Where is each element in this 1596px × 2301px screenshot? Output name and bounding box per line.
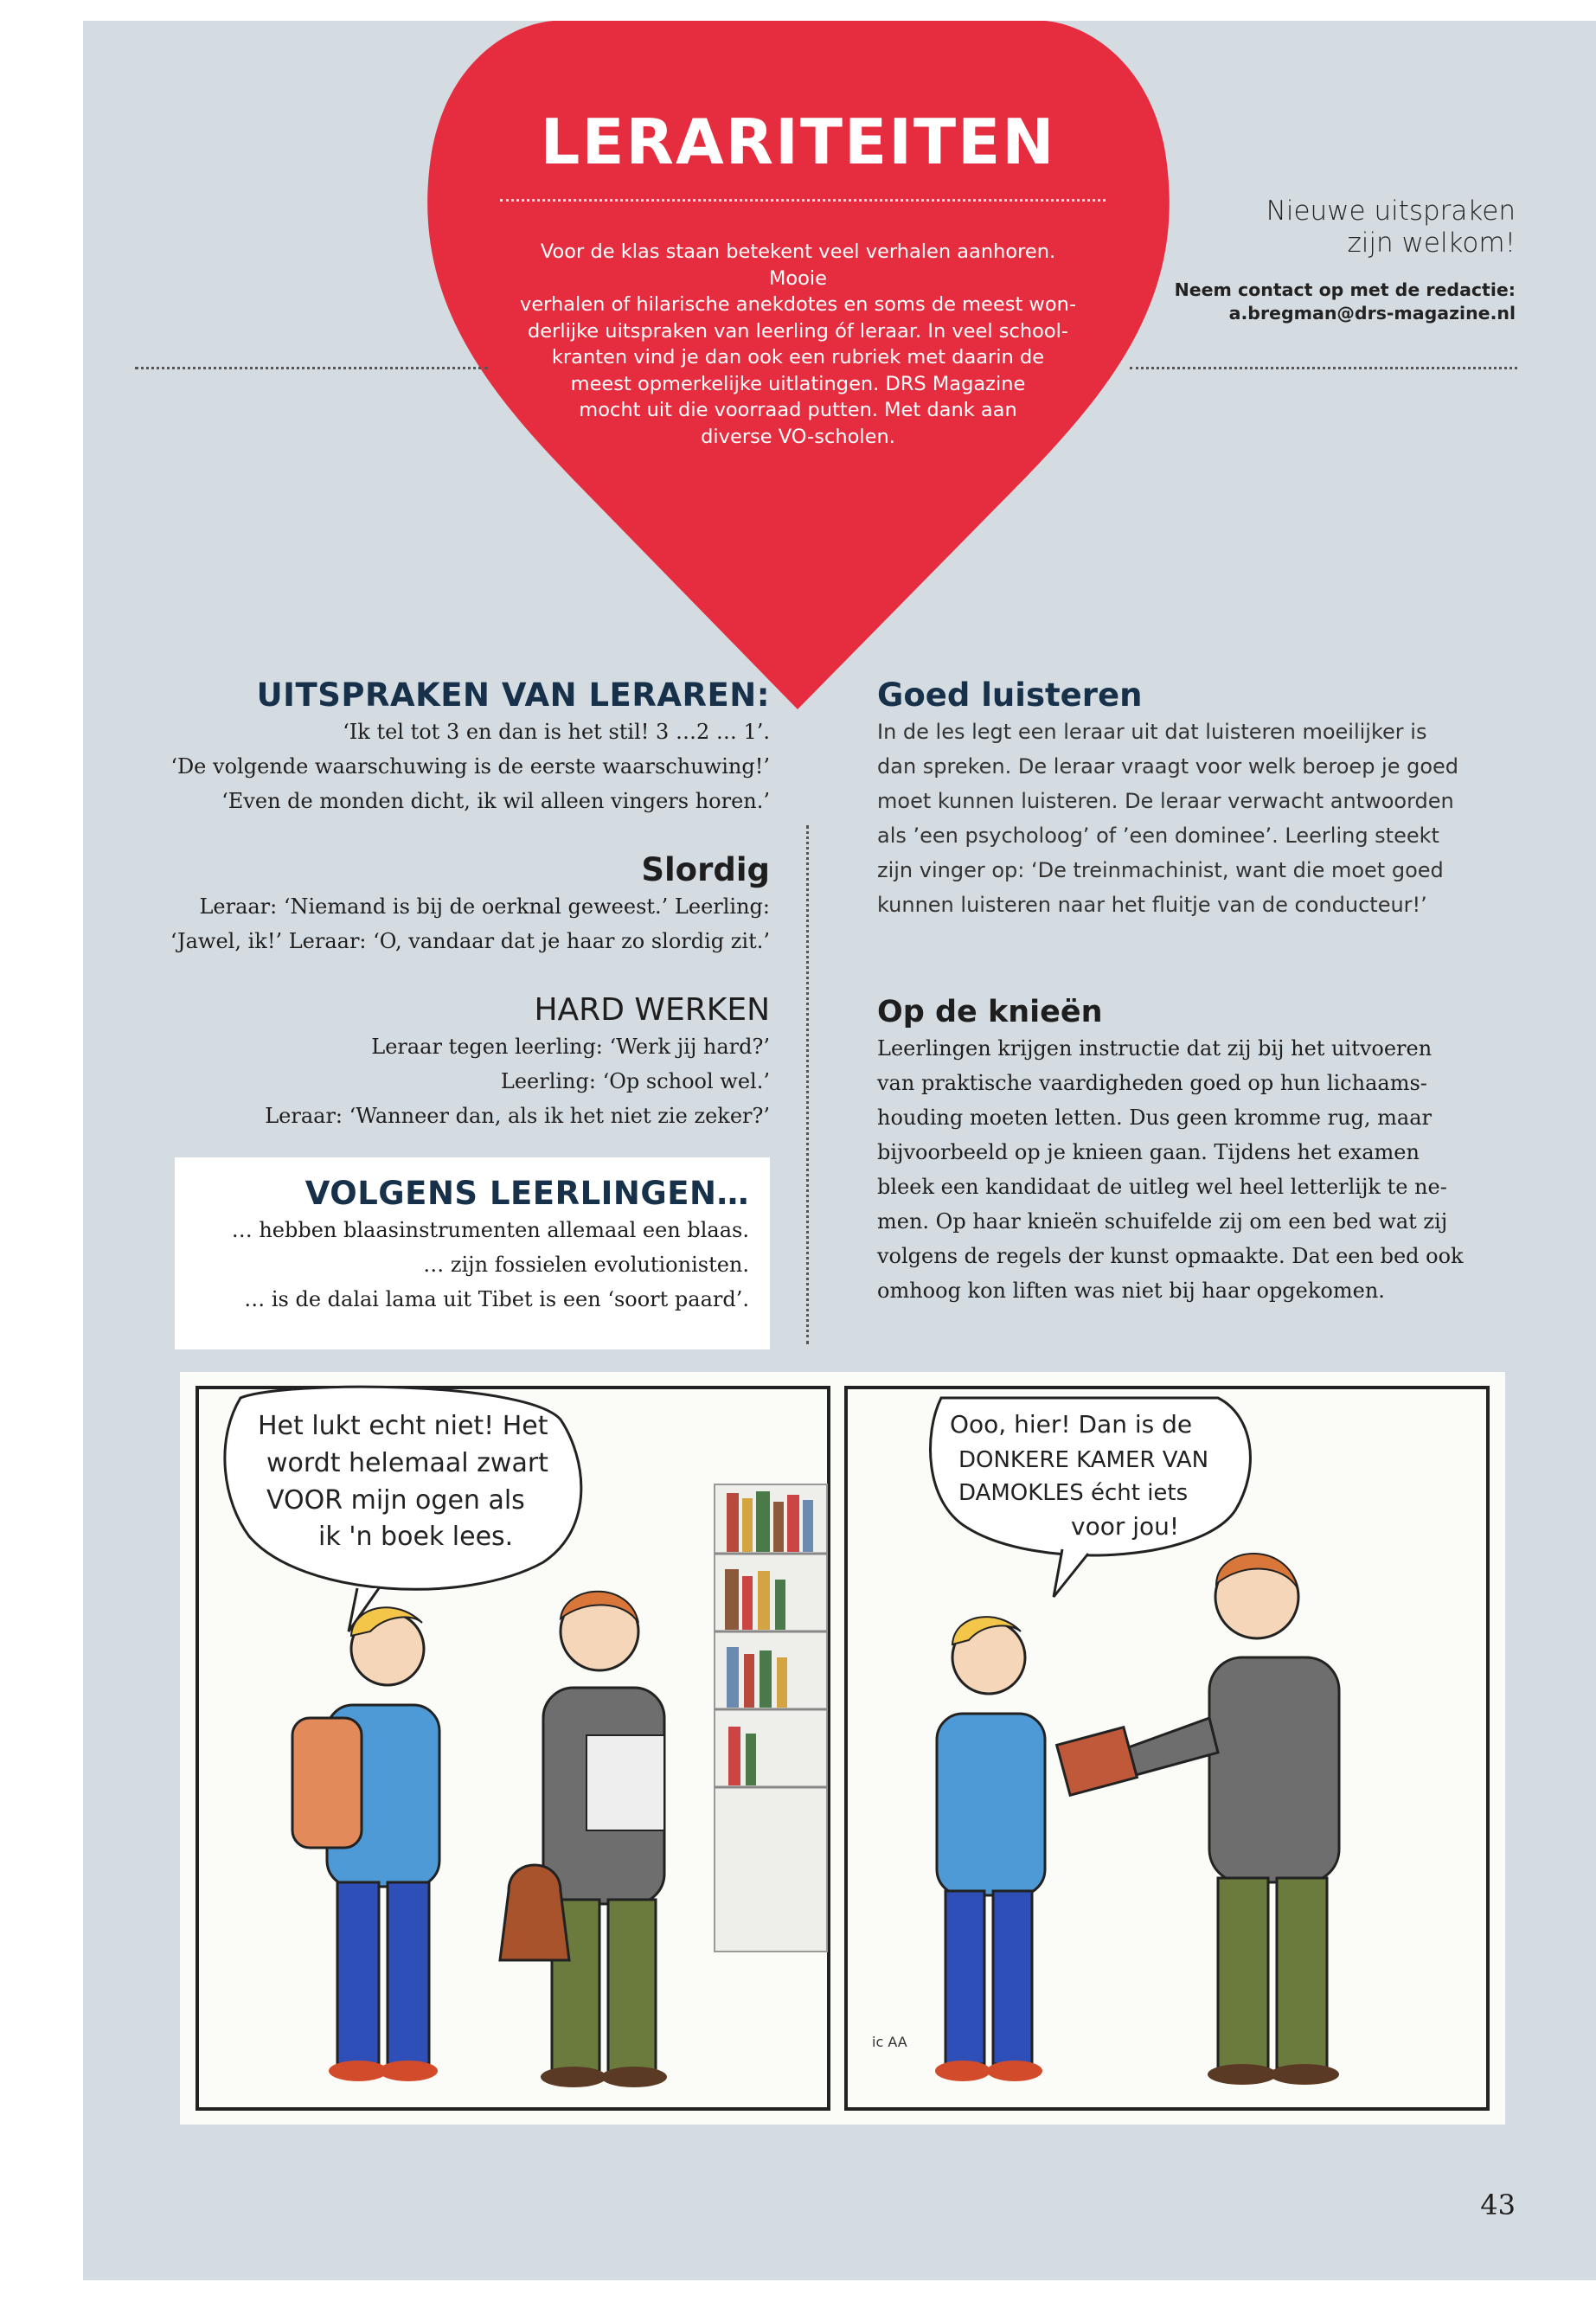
section-heading: Goed luisteren — [877, 676, 1143, 714]
artist-signature: ic AA — [872, 2034, 907, 2050]
intro-text — [510, 239, 1086, 450]
section-body: In de les legt een leraar uit dat luisteren moeilijker is dan spreken. De leraar vraagt voor welk beroep je goed moet kunnen luisteren. De leraar verwacht antwoorden als ’een psycholoog’ of ’een dominee’. Leerling steekt zijn vinger op: ‘De treinmachinist, want die moet goed kunnen luisteren naar het fluitje van de conducteur!’ — [877, 720, 1459, 917]
bubble-text: Het lukt echt niet! Het — [258, 1411, 548, 1441]
intro-line: verhalen of hilarische anekdotes en soms de meest won- — [520, 293, 1076, 316]
section-body: Leerlingen krijgen instructie dat zij bij het uitvoeren van praktische vaardigheden goed op hun lichaams- houding moeten letten. Dus geen kromme rug, maar bijvoorbeeld op je knieen gaan. Tijdens het examen bleek een kandidaat de uitleg wel heel letterlijk te ne- men. Op haar knieën schuifelde zij om een bed wat zij volgens de regels der kunst opmaakte. Dat een bed ook omhoog kon liften was niet bij haar opgekomen. — [877, 1036, 1464, 1303]
cartoon-strip — [180, 1372, 1505, 2125]
column-divider — [806, 825, 809, 1344]
bubble-text: ik 'n boek lees. — [318, 1522, 514, 1552]
intro-line: mocht uit die voorraad putten. Met dank aan — [579, 399, 1017, 421]
bubble-text: VOOR mijn ogen als — [266, 1485, 525, 1516]
contact-heading-line: Nieuwe uitspraken — [1266, 195, 1516, 227]
section-heading: Slordig — [641, 851, 770, 888]
page-number: 43 — [1480, 2189, 1516, 2221]
bubble-text: DONKERE KAMER VAN — [958, 1447, 1209, 1473]
section-knieen — [877, 993, 1474, 1308]
bubble-text: Ooo, hier! Dan is de — [950, 1410, 1193, 1439]
intro-line: meest opmerkelijke uitlatingen. DRS Magazine — [570, 372, 1026, 395]
section-heading: Op de knieën — [877, 995, 1103, 1029]
section-slordig — [164, 851, 770, 958]
section-heading: VOLGENS LEERLINGEN… — [304, 1175, 749, 1212]
section-heading: HARD WERKEN — [534, 992, 770, 1028]
intro-line: kranten vind je dan ook een rubriek met daarin de — [551, 346, 1045, 369]
bubble-text: DAMOKLES écht iets — [958, 1480, 1189, 1506]
contact-heading — [1151, 195, 1516, 260]
contact-text — [1151, 279, 1516, 325]
section-body: … hebben blaasinstrumenten allemaal een blaas. … zijn fossielen evolutionisten. … is de dalai lama uit Tibet is een ‘soort paard’. — [231, 1218, 749, 1311]
intro-line: derlijke uitspraken van leerling óf leraar. In veel school- — [527, 319, 1069, 343]
right-header-divider — [1130, 367, 1517, 369]
contact-line: Neem contact op met de redactie: — [1174, 279, 1516, 300]
section-hard-werken — [164, 991, 770, 1133]
intro-line: diverse VO-scholen. — [701, 425, 895, 448]
page-title: LERARITEITEN — [540, 106, 1056, 178]
intro-line: Voor de klas staan betekent veel verhalen aanhoren. Mooie — [540, 240, 1056, 290]
section-heading: UITSPRAKEN VAN LERAREN: — [256, 676, 770, 714]
section-goed-luisteren — [877, 676, 1474, 922]
title-divider — [500, 199, 1106, 202]
section-volgens-leerlingen — [175, 1157, 770, 1349]
bubble-text: wordt helemaal zwart — [266, 1448, 548, 1478]
section-body: ‘Ik tel tot 3 en dan is het stil! 3 …2 … 1’. ‘De volgende waarschuwing is de eerste waarschuwing!’ ‘Even de monden dicht, ik wil alleen vingers horen.’ — [170, 720, 770, 813]
section-body: Leraar: ‘Niemand is bij de oerknal geweest.’ Leerling: ‘Jawel, ik!’ Leraar: ‘O, vandaar dat je haar zo slordig zit.’ — [170, 894, 770, 953]
section-uitspraken — [164, 676, 770, 818]
contact-heading-line: zijn welkom! — [1347, 228, 1516, 259]
contact-block — [1151, 195, 1516, 325]
bubble-text: voor jou! — [1071, 1512, 1180, 1541]
left-header-divider — [135, 367, 488, 369]
section-body: Leraar tegen leerling: ‘Werk jij hard?’ Leerling: ‘Op school wel.’ Leraar: ‘Wanneer dan, als ik het niet zie zeker?’ — [265, 1035, 770, 1128]
bookshelf — [715, 1484, 827, 1952]
contact-email-link[interactable]: a.bregman@drs-magazine.nl — [1228, 303, 1516, 324]
